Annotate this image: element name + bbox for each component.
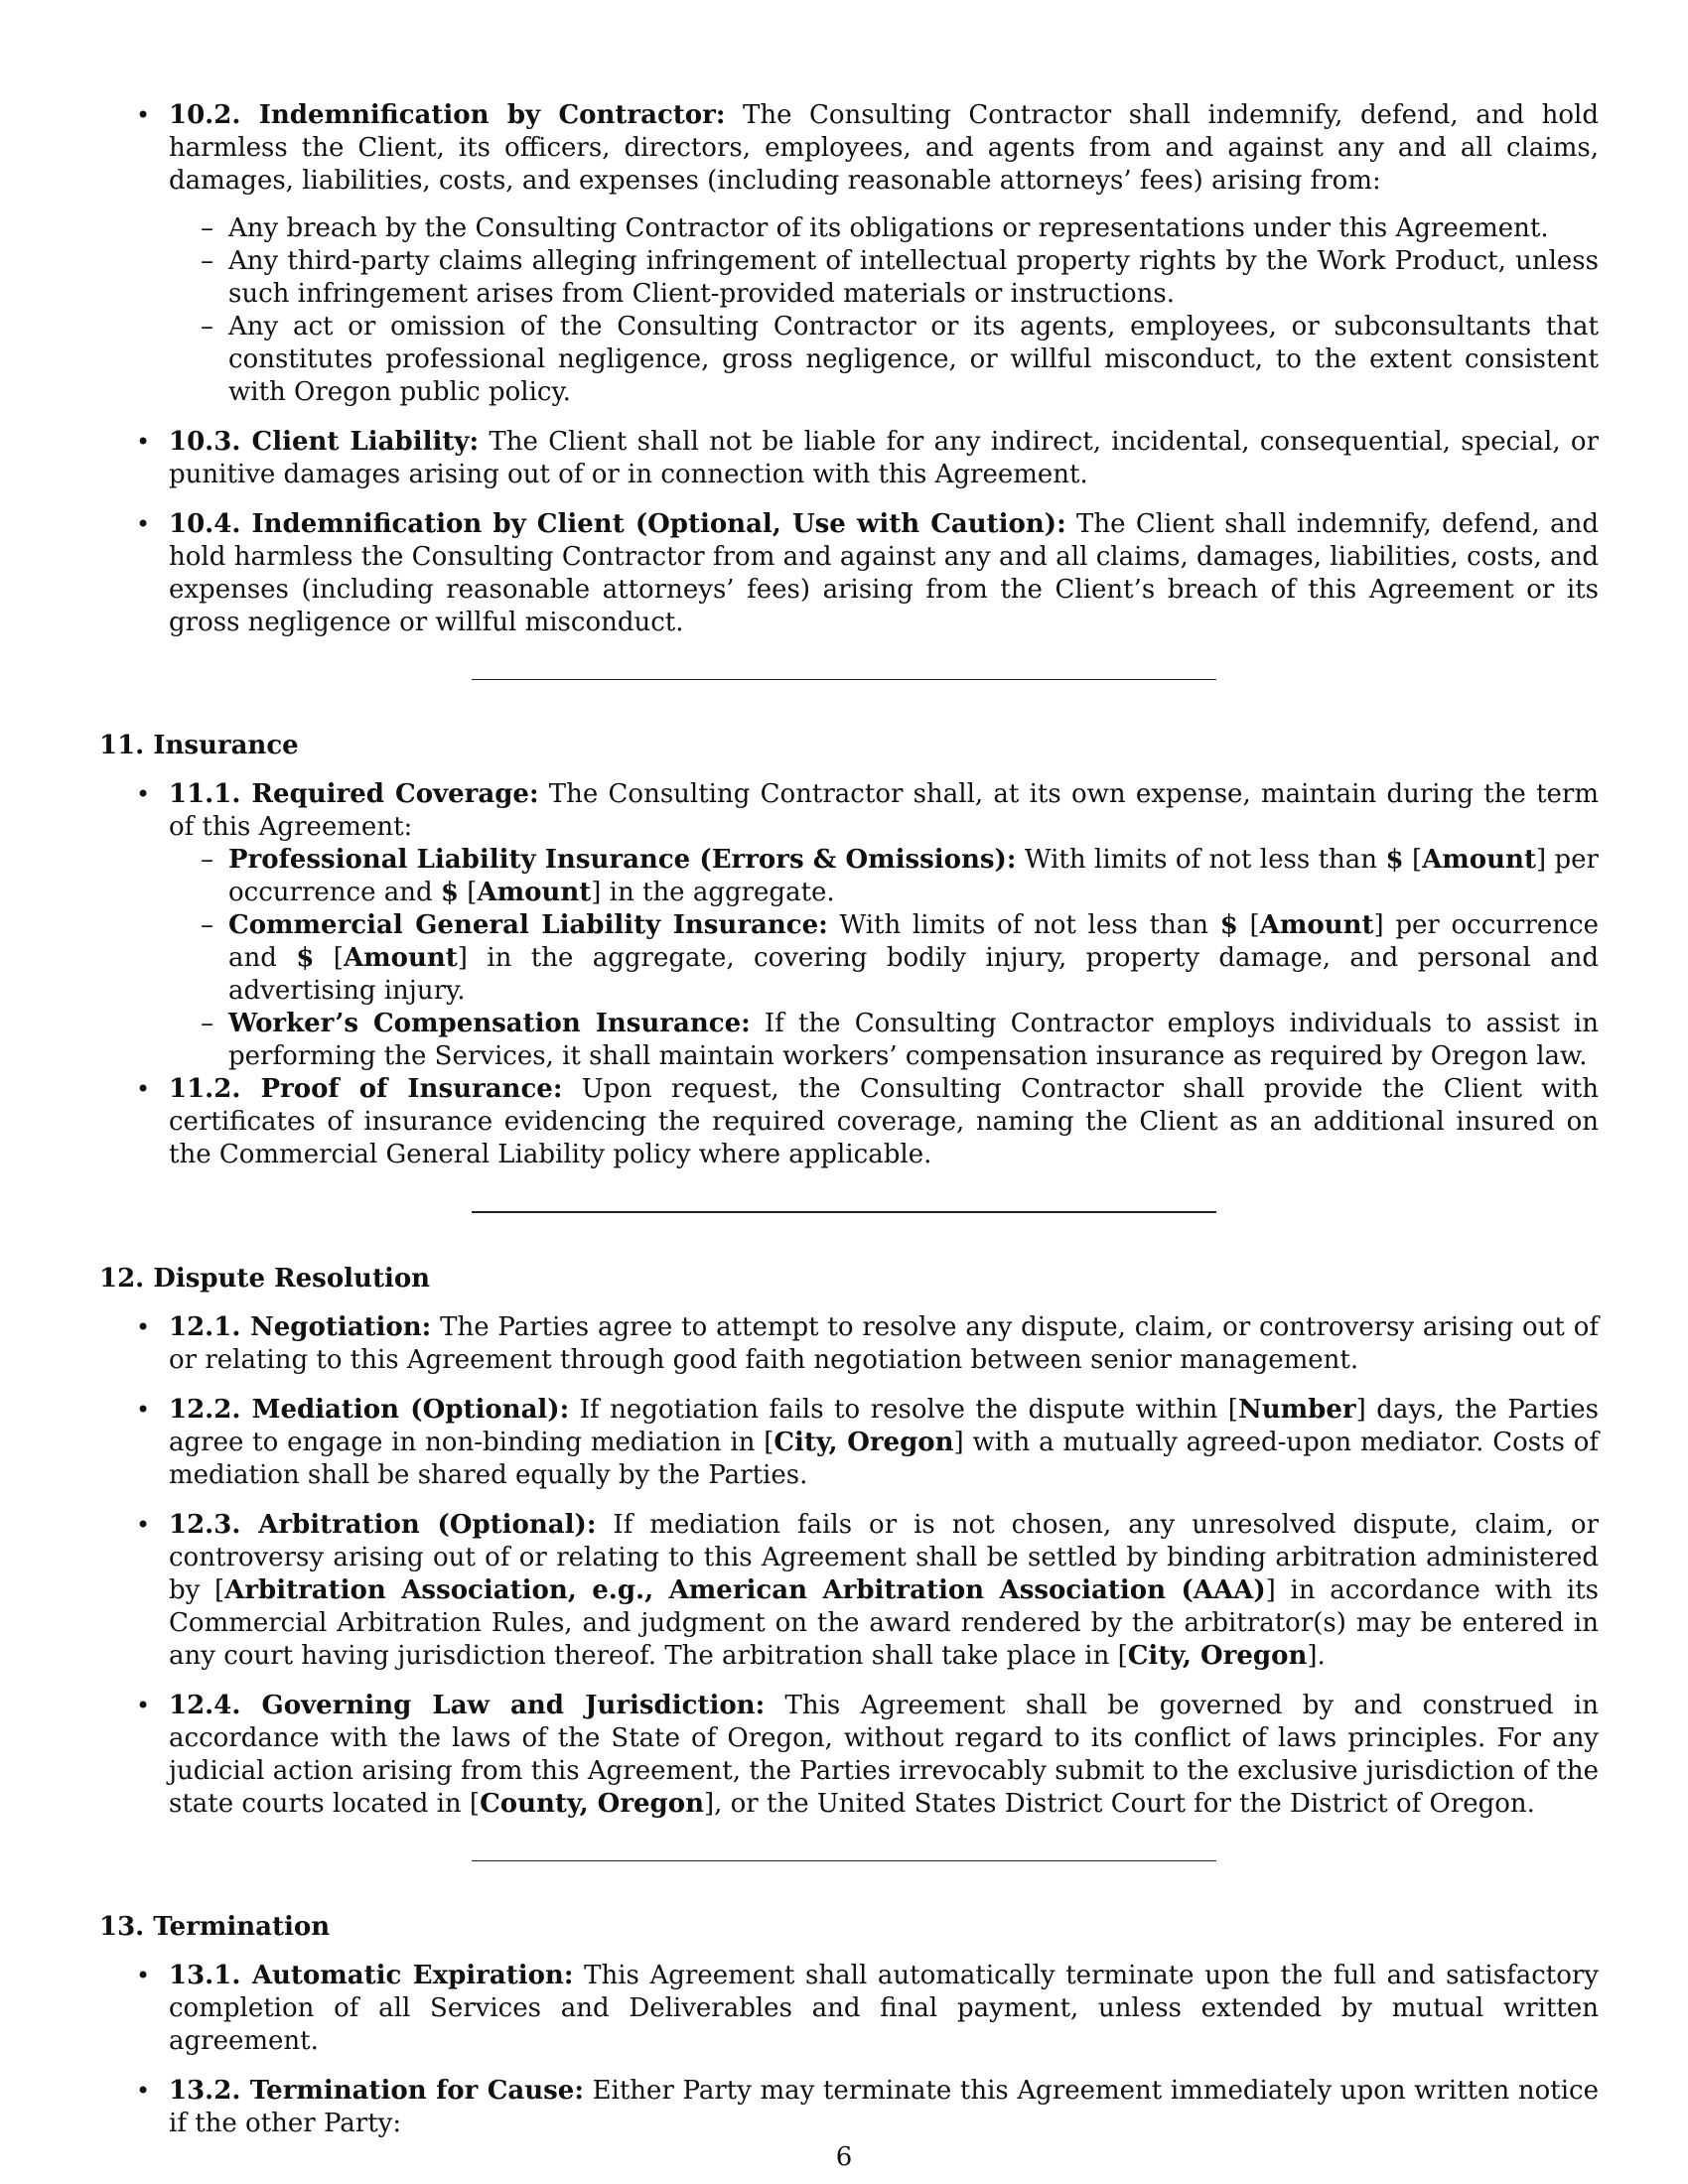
clause-text: The Client shall not be liable for any indirect, incidental, consequential, special, or punitive damages arising out of or in connection with this Agreement. (169, 427, 1599, 489)
clause-label: 12.3. Arbitration (Optional): (169, 1510, 597, 1540)
section-12-list (99, 1311, 1599, 1821)
clause-label: 11.1. Required Coverage: (169, 779, 539, 809)
sub-item-workers-comp (169, 1008, 1599, 1073)
clause-text: The Parties agree to attempt to resolve any dispute, claim, or controversy arising out of or relating to this Agreement through good faith negotiation between senior management. (169, 1312, 1599, 1375)
sub-item-general-liability (169, 909, 1599, 1008)
clause-text: ] with a mutually agreed-upon mediator. Costs of mediation shall be shared equally by the Parties. (169, 1428, 1599, 1490)
section-10-list (99, 99, 1599, 639)
sub-item-professional-liability (169, 844, 1599, 909)
placeholder-number: Number (1237, 1395, 1356, 1425)
clause-label: 11.2. Proof of Insurance: (169, 1074, 563, 1104)
placeholder-city: City, Oregon (774, 1428, 954, 1457)
section-13-list (99, 1960, 1599, 2140)
section-heading-dispute-resolution: 12. Dispute Resolution (99, 1264, 431, 1294)
clause-12-2 (99, 1394, 1599, 1492)
sub-item-label: Worker’s Compensation Insurance: (228, 1009, 751, 1038)
clause-12-3 (99, 1509, 1599, 1673)
clause-10-3 (99, 426, 1599, 491)
clause-text: This Agreement shall automatically terminate upon the full and satisfactory completion of all Services and Deliverables and final payment, unless extended by mutual written agreement. (169, 1961, 1599, 2056)
clause-10-4 (99, 508, 1599, 639)
clause-text: ] in accordance with its Commercial Arbitration Rules, and judgment on the award rendered by the arbitrator(s) may be entered in any court having jurisdiction thereof. The arbitration shall take place in [ (169, 1575, 1599, 1671)
sub-item-text: [ (458, 878, 478, 907)
amount-placeholder: Amount (343, 943, 458, 973)
placeholder-county: County, Oregon (480, 1789, 704, 1819)
sub-item-text: [ (1403, 845, 1423, 875)
section-heading-termination: 13. Termination (99, 1912, 331, 1942)
clause-13-2 (99, 2075, 1599, 2140)
clause-label: 10.2. Indemnification by Contractor: (169, 100, 726, 130)
clause-label: 13.1. Automatic Expiration: (169, 1961, 574, 1990)
sub-item-text: If the Consulting Contractor employs individuals to assist in performing the Services, it shall maintain workers’ compensation insurance as required by Oregon law. (228, 1009, 1599, 1071)
clause-label: 13.2. Termination for Cause: (169, 2076, 584, 2106)
section-divider (472, 1211, 1216, 1213)
section-11-list (99, 778, 1599, 1171)
sub-item-label: Commercial General Liability Insurance: (228, 910, 828, 940)
clause-text: ]. (1307, 1641, 1326, 1671)
section-divider (472, 1860, 1216, 1861)
section-divider (472, 679, 1216, 680)
clause-10-2 (99, 99, 1599, 409)
sub-item-text: With limits of not less than (1016, 845, 1386, 875)
page-content (99, 99, 1599, 2140)
clause-text: Either Party may terminate this Agreement immediately upon written notice if the other Party: (169, 2076, 1599, 2138)
sub-item-text: ] per occurrence and (228, 910, 1599, 973)
sub-item-text: ] per occurrence and (228, 845, 1599, 907)
clause-10-2-sublist (169, 212, 1599, 409)
sub-item: – Any act or omission of the Consulting Contractor or its agents, employees, or subconsultants that constitutes professional negligence, gross negligence, or willful misconduct, to the extent consistent with Oregon public policy. (169, 311, 1599, 409)
sub-item-text: [ (314, 943, 344, 973)
clause-11-1-sublist (169, 844, 1599, 1073)
clause-text: Upon request, the Consulting Contractor shall provide the Client with certificates of insurance evidencing the required coverage, naming the Client as an additional insured on the Commercial General Liability policy where applicable. (169, 1074, 1599, 1169)
clause-12-4 (99, 1690, 1599, 1821)
clause-text: The Client shall indemnify, defend, and hold harmless the Consulting Contractor from and against any and all claims, damages, liabilities, costs, and expenses (including reasonable attorneys’ fees) arising from the Client’s breach of this Agreement or its gross negligence or willful misconduct. (169, 509, 1599, 637)
clause-label: 10.3. Client Liability: (169, 427, 480, 457)
sub-item-text: With limits of not less than (827, 910, 1220, 940)
dollar-sign: $ (1385, 845, 1404, 875)
clause-text: The Consulting Contractor shall indemnify, defend, and hold harmless the Client, its officers, directors, employees, and agents from and against any and all claims, damages, liabilities, costs, and expenses (including reasonable attorneys’ fees) arising from: (169, 100, 1599, 196)
clause-text: If negotiation fails to resolve the dispute within [ (569, 1395, 1238, 1425)
clause-13-1 (99, 1960, 1599, 2058)
page-number: 6 (835, 2142, 853, 2172)
sub-item-text: ] in the aggregate. (591, 878, 835, 907)
clause-label: 12.4. Governing Law and Jurisdiction: (169, 1691, 766, 1720)
dollar-sign: $ (296, 943, 315, 973)
amount-placeholder: Amount (477, 878, 592, 907)
amount-placeholder: Amount (1259, 910, 1374, 940)
clause-label: 12.1. Negotiation: (169, 1312, 432, 1342)
amount-placeholder: Amount (1422, 845, 1536, 875)
sub-item-text: ] in the aggregate, covering bodily injury, property damage, and personal and advertising injury. (228, 943, 1599, 1006)
clause-label: 12.2. Mediation (Optional): (169, 1395, 570, 1425)
clause-text: ] days, the Parties agree to engage in non-binding mediation in [ (169, 1395, 1599, 1457)
clause-11-2 (99, 1073, 1599, 1171)
sub-item-label: Professional Liability Insurance (Errors & Omissions): (228, 845, 1017, 875)
clause-12-1 (99, 1311, 1599, 1377)
clause-text: ], or the United States District Court for the District of Oregon. (703, 1789, 1535, 1819)
clause-text: This Agreement shall be governed by and construed in accordance with the laws of the State of Oregon, without regard to its conflict of laws principles. For any judicial action arising from this Agreement, the Parties irrevocably submit to the exclusive jurisdiction of the state courts located in [ (169, 1691, 1599, 1819)
sub-item: – Any breach by the Consulting Contractor of its obligations or representations under this Agreement. (169, 212, 1599, 245)
clause-11-1 (99, 778, 1599, 1073)
clause-label: 10.4. Indemnification by Client (Optional, Use with Caution): (169, 509, 1066, 539)
sub-item-text: [ (1237, 910, 1260, 940)
clause-text: If mediation fails or is not chosen, any unresolved dispute, claim, or controversy arising out of or relating to this Agreement shall be settled by binding arbitration administered by [ (169, 1510, 1600, 1605)
placeholder-arbitration-association: Arbitration Association, e.g., American Arbitration Association (AAA) (224, 1575, 1266, 1605)
clause-text: The Consulting Contractor shall, at its own expense, maintain during the term of this Agreement: (169, 779, 1599, 842)
dollar-sign: $ (440, 878, 459, 907)
sub-item: – Any third-party claims alleging infringement of intellectual property rights by the Work Product, unless such infringement arises from Client-provided materials or instructions. (169, 245, 1599, 311)
dollar-sign: $ (1219, 910, 1238, 940)
section-heading-insurance: 11. Insurance (99, 731, 299, 760)
placeholder-city: City, Oregon (1127, 1641, 1308, 1671)
